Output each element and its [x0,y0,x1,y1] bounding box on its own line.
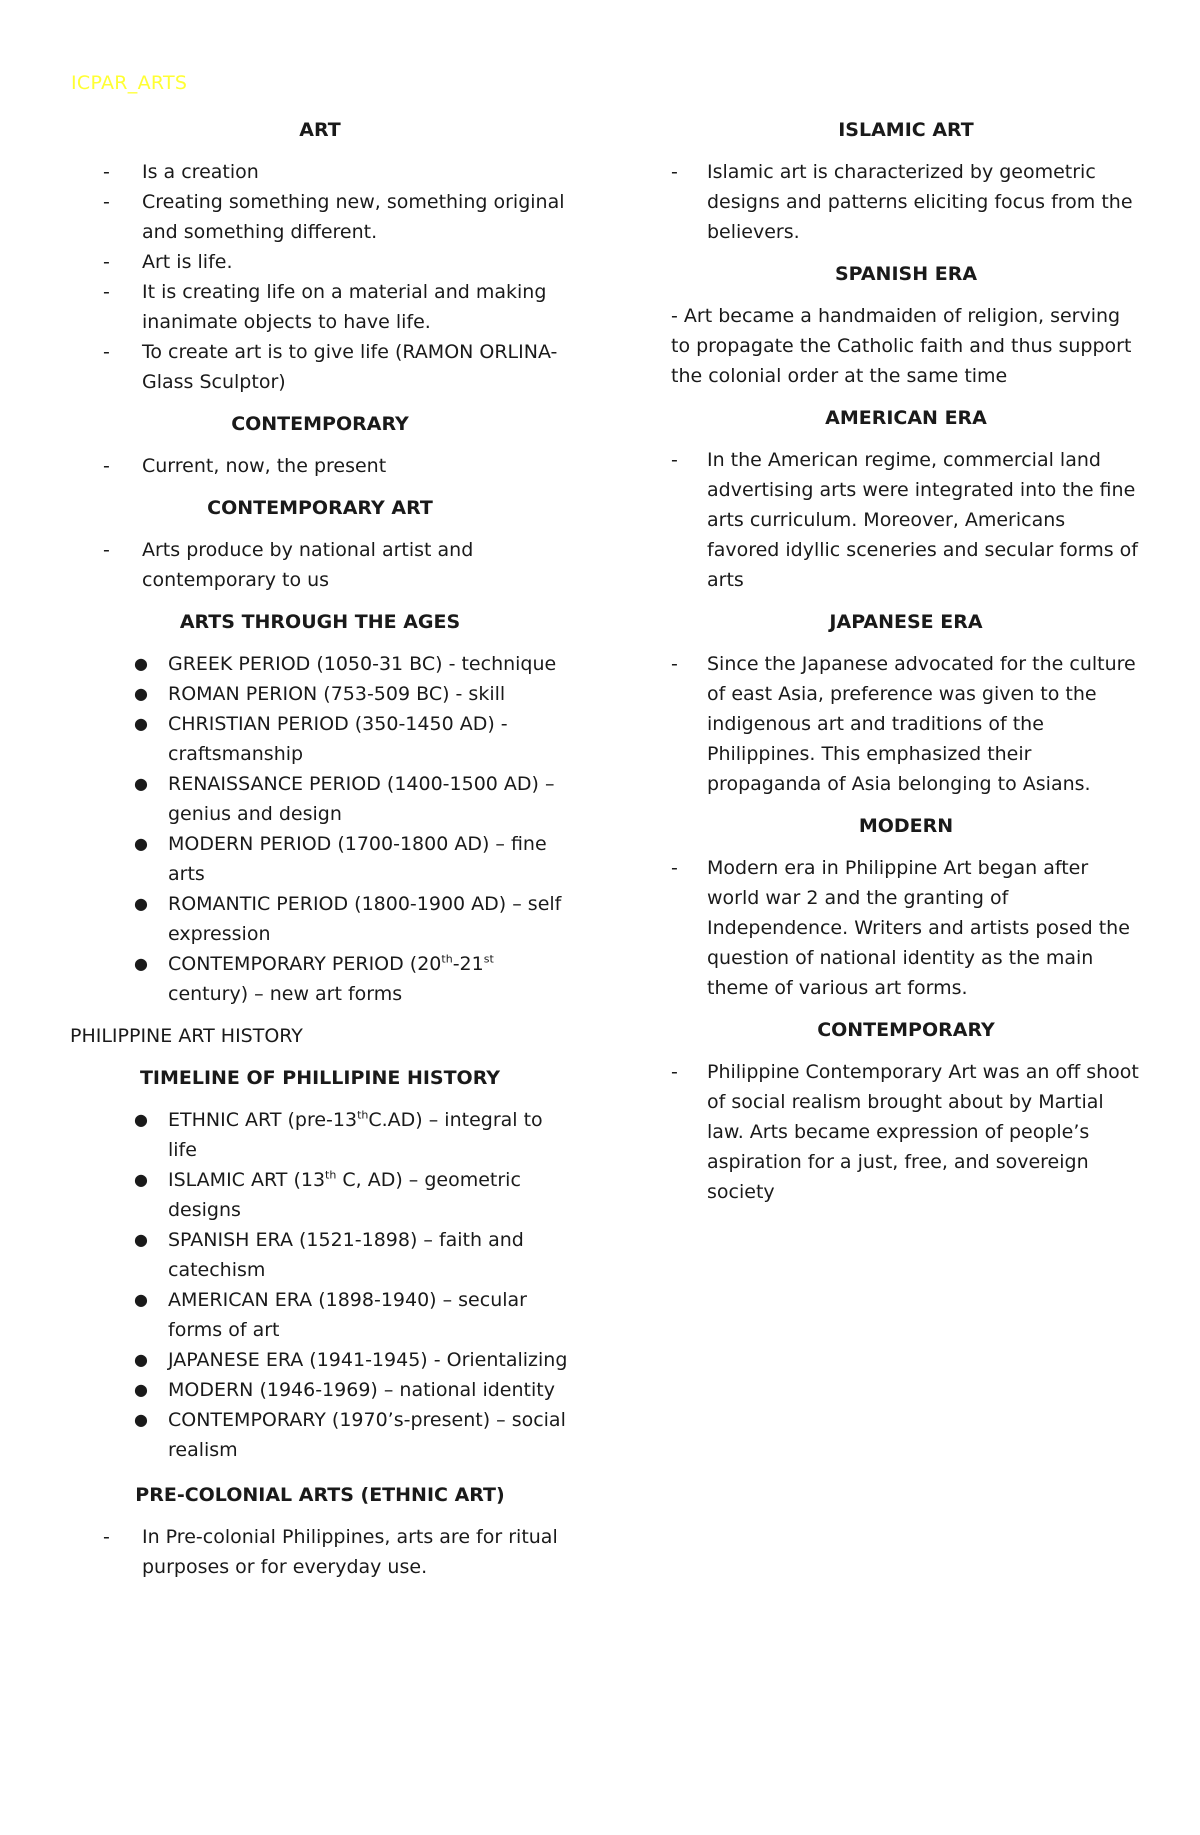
list-item: ● JAPANESE ERA (1941-1945) - Orientalizing [70,1345,570,1375]
bullet-icon: ● [134,1230,148,1249]
spanish-text: - Art became a handmaiden of religion, serving to propagate the Catholic faith and thus support the colonial order at the same time [671,305,1132,387]
islamic-list [671,157,1141,247]
list-item: ● CHRISTIAN PERIOD (350-1450 AD) - craftsmanship [70,709,570,769]
list-item: - To create art is to give life (RAMON ORLINA- Glass Sculptor) [103,341,558,393]
precolonial-list [70,1522,570,1582]
japanese-list [671,649,1141,799]
american-list [671,445,1141,595]
heading-art: ART [299,119,341,141]
list-item: - Creating something new, something original and something different. [103,191,565,243]
list-item: - Is a creation [103,161,259,183]
heading-precolonial: PRE-COLONIAL ARTS (ETHNIC ART) [135,1484,505,1506]
bullet-icon: ● [134,774,148,793]
bullet-icon: ● [134,1110,148,1129]
bullet-icon: ● [134,1170,148,1189]
list-item: ● ISLAMIC ART (13th C, AD) – geometric designs [70,1165,570,1225]
heading-contemporary-art: CONTEMPORARY ART [207,497,433,519]
bullet-icon: ● [134,1410,148,1429]
list-item: - Modern era in Philippine Art began after world war 2 and the granting of Independence. Writers and artists posed the question of national identity as the main theme of various art forms. [671,857,1130,999]
list-item: ● RENAISSANCE PERIOD (1400-1500 AD) – genius and design [70,769,570,829]
modern-list [671,853,1141,1003]
list-item: ● GREEK PERIOD (1050-31 BC) - technique [70,649,570,679]
list-item: - Since the Japanese advocated for the culture of east Asia, preference was given to the indigenous art and traditions of the Philippines. This emphasized their propaganda of Asia belonging to Asians. [671,653,1136,795]
list-item: - In Pre-colonial Philippines, arts are for ritual purposes or for everyday use. [103,1526,558,1578]
list-item: ● ETHNIC ART (pre-13thC.AD) – integral to life [70,1105,570,1165]
list-item: ● CONTEMPORARY (1970’s-present) – social realism [70,1405,570,1465]
list-item: ● AMERICAN ERA (1898-1940) – secular forms of art [70,1285,570,1345]
heading-contemporary-right: CONTEMPORARY [817,1019,995,1041]
list-item: ● ROMAN PERION (753-509 BC) - skill [70,679,570,709]
right-column [671,115,1141,1207]
bullet-icon: ● [134,1290,148,1309]
list-item: ● CONTEMPORARY PERIOD (20th-21st century) – new art forms [70,949,570,1009]
timeline-list [70,1105,570,1465]
heading-spanish-era: SPANISH ERA [834,263,978,285]
ages-list [70,649,570,1009]
bullet-icon: ● [134,1380,148,1399]
list-item: - Philippine Contemporary Art was an off shoot of social realism brought about by Martial law. Arts became expression of people’s aspiration for a just, free, and sovereign society [671,1061,1139,1203]
list-item: ● MODERN PERIOD (1700-1800 AD) – fine arts [70,829,570,889]
list-item: ● MODERN (1946-1969) – national identity [70,1375,570,1405]
list-item: - In the American regime, commercial land advertising arts were integrated into the fine arts curriculum. Moreover, Americans favored idyllic sceneries and secular forms of arts [671,449,1138,591]
heading-timeline: TIMELINE OF PHILLIPINE HISTORY [139,1067,501,1089]
list-item: ● ROMANTIC PERIOD (1800-1900 AD) – self expression [70,889,570,949]
heading-american-era: AMERICAN ERA [825,407,987,429]
list-item: - Art is life. [103,251,233,273]
art-list [70,157,570,397]
history-label: PHILIPPINE ART HISTORY [70,1025,303,1047]
bullet-icon: ● [134,1350,148,1369]
bullet-icon: ● [134,894,148,913]
left-column [70,115,570,1582]
heading-modern: MODERN [858,815,954,837]
bullet-icon: ● [134,834,148,853]
document-header: ICPAR_ARTS [71,72,188,94]
contemporary-right-list [671,1057,1141,1207]
bullet-icon: ● [134,714,148,733]
heading-arts-through-ages: ARTS THROUGH THE AGES [179,611,461,633]
bullet-icon: ● [134,654,148,673]
heading-contemporary: CONTEMPORARY [231,413,409,435]
heading-japanese-era: JAPANESE ERA [829,611,983,633]
list-item: - Current, now, the present [103,455,387,477]
list-item: - Islamic art is characterized by geometric designs and patterns eliciting focus from the believers. [671,161,1133,243]
contemporary-art-list [70,535,570,595]
list-item: - It is creating life on a material and making inanimate objects to have life. [103,281,547,333]
bullet-icon: ● [134,684,148,703]
list-item: ● SPANISH ERA (1521-1898) – faith and catechism [70,1225,570,1285]
bullet-icon: ● [134,954,148,973]
list-item: - Arts produce by national artist and contemporary to us [103,539,474,591]
heading-islamic-art: ISLAMIC ART [838,119,974,141]
contemporary-list [70,451,570,481]
